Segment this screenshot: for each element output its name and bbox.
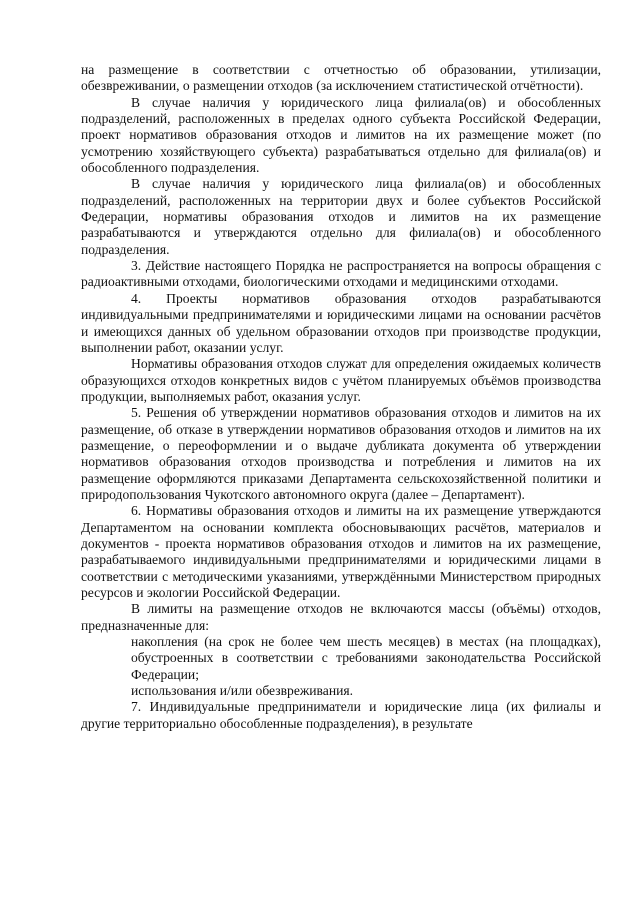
paragraph-item-4: 4. Проекты нормативов образования отходов разрабатываются индивидуальными предпринимателями и юридическими лицами на основании расчётов и имеющихся данных об удельном образовании отходов при производстве продукции, выполнении работ, оказании услуг.	[81, 290, 601, 355]
list-item-accumulation: накопления (на срок не более чем шесть месяцев) в местах (на площадках), обустроенных в соответствии с требованиями законодательства Российской Федерации;	[131, 634, 601, 682]
document-page	[81, 62, 601, 732]
paragraph-item-3: 3. Действие настоящего Порядка не распространяется на вопросы обращения с радиоактивными отходами, биологическими отходами и медицинскими отходами.	[81, 258, 601, 290]
paragraph-continuation: на размещение в соответствии с отчетностью об образовании, утилизации, обезвреживании, о размещении отходов (за исключением статистической отчётности).	[81, 62, 601, 94]
list-item-use: использования и/или обезвреживания.	[131, 683, 354, 699]
paragraph-item-6: 6. Нормативы образования отходов и лимиты на их размещение утверждаются Департаментом на основании комплекта обосновывающих расчётов, материалов и документов - проекта нормативов образования отходов и лимитов на их размещение, разрабатываемого индивидуальными предпринимателями и юридическими лицами в соответствии с методическими указаниями, утверждёнными Министерством природных ресурсов и экологии Российской Федерации.	[81, 503, 601, 600]
paragraph-branches-one-subject: В случае наличия у юридического лица филиала(ов) и обособленных подразделений, расположенных в пределах одного субъекта Российской Федерации, проект нормативов образования отходов и лимитов на их размещение может (по усмотрению хозяйствующего субъекта) разрабатываться отдельно для филиала(ов) и обособленного подразделения.	[81, 94, 601, 176]
paragraph-limits-exclusions: В лимиты на размещение отходов не включаются массы (объёмы) отходов, предназначенные для:	[81, 601, 601, 633]
paragraph-norms-purpose: Нормативы образования отходов служат для определения ожидаемых количеств образующихся отходов конкретных видов с учётом планируемых объёмов производства продукции, выполняемых работ, оказания услуг.	[81, 356, 601, 404]
paragraph-item-5: 5. Решения об утверждении нормативов образования отходов и лимитов на их размещение, об отказе в утверждении нормативов образования отходов и лимитов на их размещение, о переоформлении и о выдаче дубликата документа об утверждении нормативов образования отходов производства и потребления и лимитов на их размещение оформляются приказами Департамента сельскохозяйственной политики и природопользования Чукотского автономного округа (далее – Департамент).	[81, 405, 601, 502]
paragraph-item-7: 7. Индивидуальные предприниматели и юридические лица (их филиалы и другие территориально обособленные подразделения), в результате	[81, 699, 601, 731]
paragraph-branches-multiple-subjects: В случае наличия у юридического лица филиала(ов) и обособленных подразделений, расположенных на территории двух и более субъектов Российской Федерации, нормативы образования отходов и лимитов на их размещение разрабатываются и утверждаются отдельно для филиала(ов) и обособленного подразделения.	[81, 176, 601, 257]
